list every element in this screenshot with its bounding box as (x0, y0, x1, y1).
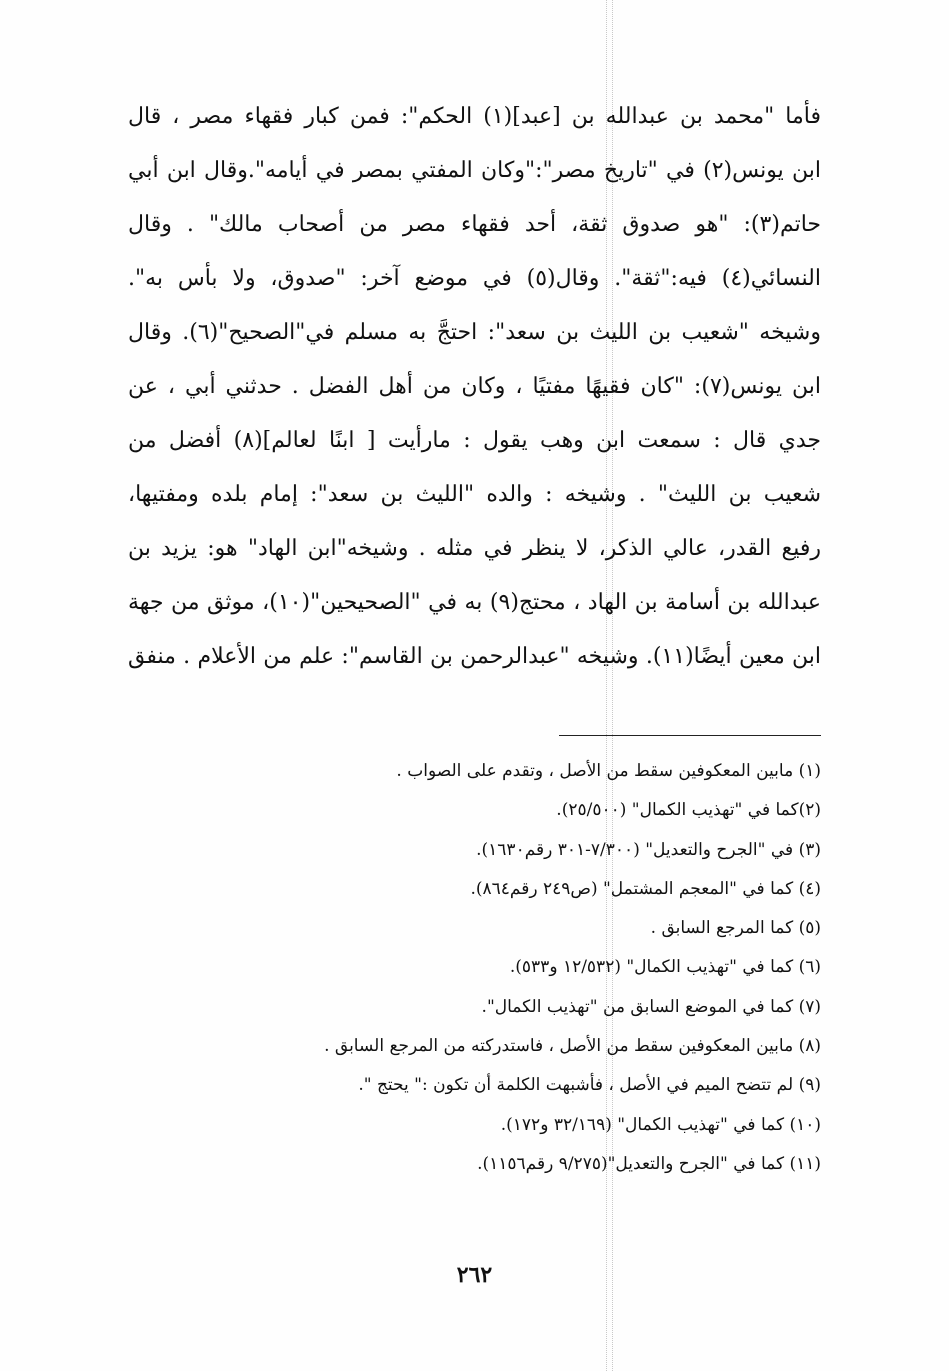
main-body-text (128, 90, 821, 684)
footnote: (١) مابين المعكوفين سقط من الأصل ، وتقدم على الصواب . (396, 761, 821, 781)
body-line: ابن يونس(٢) في "تاريخ مصر":"وكان المفتي بمصر في أيامه".وقال ابن أبي (128, 158, 821, 183)
footnote: (٧) كما في الموضع السابق من "تهذيب الكمال". (481, 996, 821, 1017)
body-line: شعيب بن الليث" . وشيخه : والده "الليث بن سعد": إمام بلده ومفتيها، (128, 482, 821, 507)
body-line: جدي قال : سمعت ابن وهب يقول : مارأيت [ ابنًا لعالم](٨) أفضل من (128, 428, 821, 453)
body-line: ابن معين أيضًا(١١). وشيخه "عبدالرحمن بن القاسم": علم من الأعلام . منفق (128, 644, 821, 669)
body-line: النسائي(٤) فيه:"ثقة". وقال(٥) في موضع آخر: "صدوق، ولا بأس به". (128, 266, 821, 291)
footnotes-section (128, 752, 821, 1184)
body-line: وشيخه "شعيب بن الليث بن سعد": احتجَّ به مسلم في"الصحيح"(٦). وقال (128, 320, 821, 345)
footnote: (٩) لم تتضح الميم في الأصل ، فأشبهت الكلمة أن تكون :" يحتج ". (358, 1075, 821, 1096)
footnote: (٣) في "الجرح والتعديل" (٧/٣٠٠-٣٠١ رقم١٦٣٠). (476, 839, 821, 860)
footnote: (٦) كما في "تهذيب الكمال" (١٢/٥٣٢ و٥٣٣). (509, 957, 821, 978)
body-line: حاتم(٣): "هو صدوق ثقة، أحد فقهاء مصر من أصحاب مالك" . وقال (128, 212, 821, 237)
footnote: (٨) مابين المعكوفين سقط من الأصل ، فاستدركته من المرجع السابق . (324, 1036, 821, 1057)
footnote: (١١) كما في "الجرح والتعديل"(٩/٢٧٥ رقم١١٥٦). (477, 1153, 821, 1174)
body-line: رفيع القدر، عالي الذكر، لا ينظر في مثله . وشيخه"ابن الهاد" هو: يزيد بن (128, 536, 821, 561)
body-line: ابن يونس(٧): "كان فقيهًا مفتيًا ، وكان من أهل الفضل . حدثني أبي ، عن (128, 374, 821, 399)
footnote: (٤) كما في "المعجم المشتمل" (ص٢٤٩ رقم٨٦٤). (470, 878, 821, 899)
body-line: فأما "محمد بن عبدالله بن [عبد](١) الحكم": فمن كبار فقهاء مصر ، قال (128, 104, 821, 129)
footnote: (٢)كما في "تهذيب الكمال" (٢٥/٥٠٠). (556, 800, 821, 821)
page-number: ٢٦٢ (456, 1262, 493, 1288)
footnote: (٥) كما المرجع السابق . (650, 918, 821, 939)
footnote: (١٠) كما في "تهذيب الكمال" (٣٢/١٦٩ و١٧٢). (500, 1114, 821, 1135)
footnote-divider (559, 735, 821, 736)
body-line: عبدالله بن أسامة بن الهاد ، محتج(٩) به في "الصحيحين"(١٠)، موثق من جهة (128, 590, 821, 615)
